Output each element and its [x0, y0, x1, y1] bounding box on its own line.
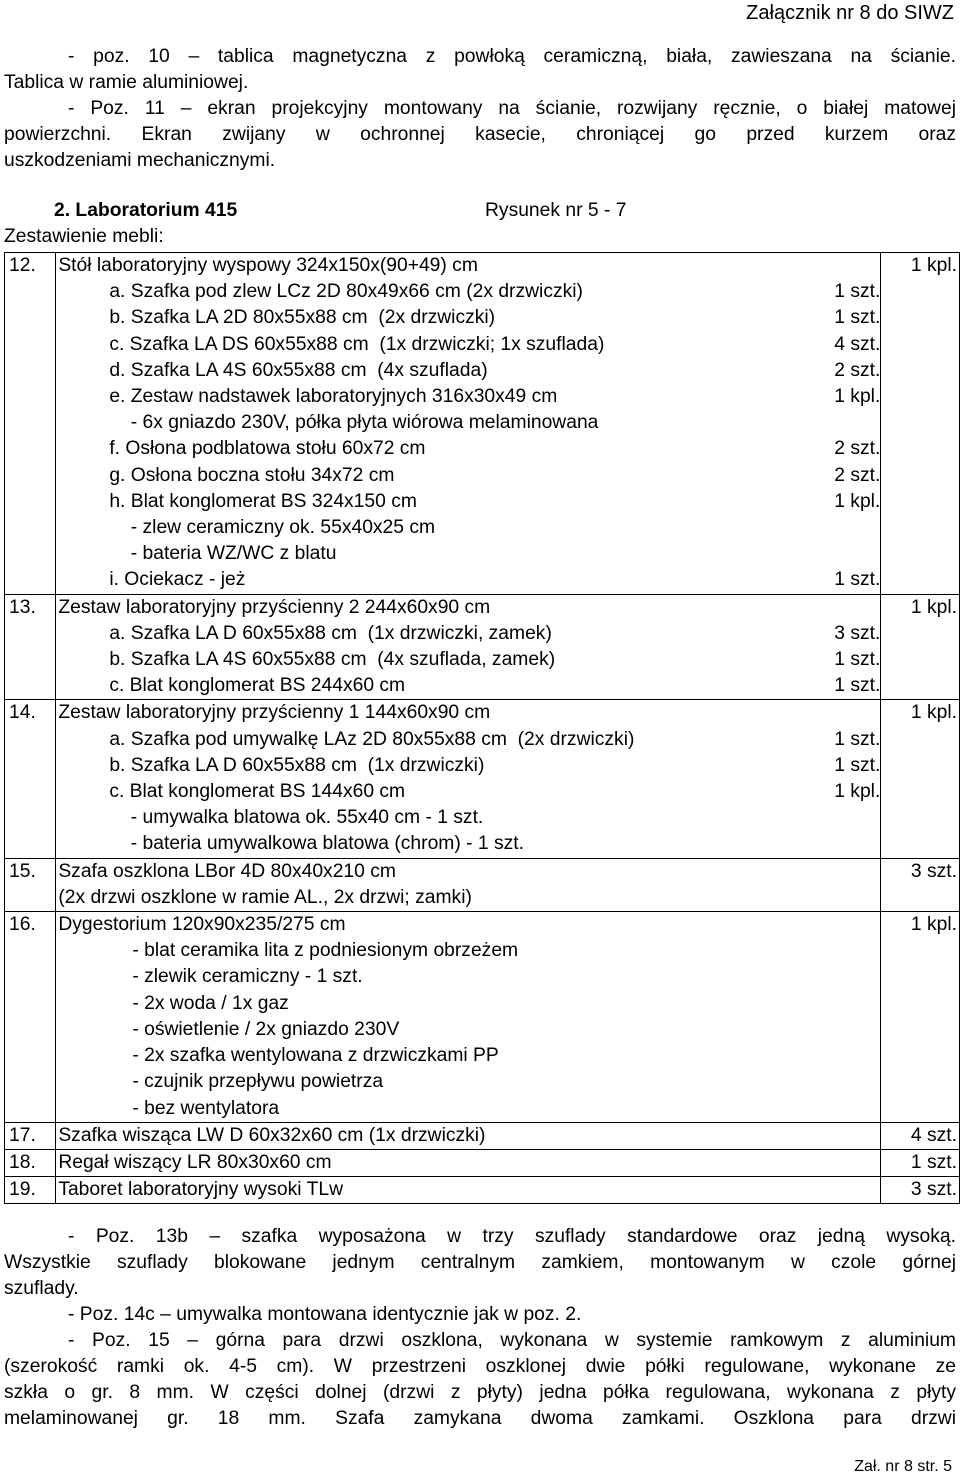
text-line: - Poz. 14c – umywalka montowana identycznie jak w poz. 2.: [68, 1304, 582, 1325]
sub-item-qty: 1 szt.: [834, 728, 881, 750]
item-title: Szafa oszklona LBor 4D 80x40x210 cm: [58, 860, 396, 882]
sub-item-qty: 1 szt.: [834, 754, 881, 776]
text-line: - Poz. 15 – górna para drzwi oszklona, wykonana w systemie ramkowym z aluminium: [68, 1330, 956, 1351]
item-description: [56, 1177, 881, 1204]
item-detail: - 2x woda / 1x gaz: [132, 992, 289, 1014]
item-title: Zestaw laboratoryjny przyścienny 2 244x60x90 cm: [58, 596, 491, 618]
section-title: 2. Laboratorium 415: [54, 200, 238, 221]
item-quantity: 3 szt.: [881, 858, 960, 911]
table-row: [5, 912, 960, 1123]
sub-item-qty: 2 szt.: [834, 359, 881, 381]
item-quantity: 1 kpl.: [881, 700, 960, 858]
sub-item-qty: [814, 541, 880, 567]
item-detail: - bez wentylatora: [132, 1097, 280, 1119]
text-line: Tablica w ramie aluminiowej.: [4, 72, 249, 93]
sub-item: [56, 567, 880, 593]
sub-item-qty: 1 kpl.: [834, 386, 881, 408]
item-description: [56, 594, 881, 700]
sub-item-qty: 1 kpl.: [834, 781, 881, 803]
sub-item: [56, 463, 880, 489]
sub-item: [56, 305, 880, 331]
sub-item-text: c. Blat konglomerat BS 244x60 cm: [109, 675, 406, 697]
item-title: Dygestorium 120x90x235/275 cm: [58, 914, 346, 936]
sub-item: [56, 489, 880, 515]
sub-item: [56, 621, 880, 647]
sub-item-qty: 1 szt.: [834, 675, 881, 697]
item-detail: - zlewik ceramiczny - 1 szt.: [132, 966, 363, 988]
sub-item-text: - zlew ceramiczny ok. 55x40x25 cm: [109, 517, 436, 539]
sub-item-qty: 2 szt.: [834, 464, 881, 486]
table-row: [5, 700, 960, 858]
sub-item-qty: 1 szt.: [834, 569, 881, 591]
text-line: (szerokość ramki ok. 4-5 cm). W przestrzeni oszklonej dwie półki regulowane, wykonane ze: [4, 1356, 956, 1377]
sub-item: [56, 831, 880, 857]
text-line: melaminowanej gr. 18 mm. Szafa zamykana dwoma zamkami. Oszklona para drzwi: [4, 1408, 956, 1429]
sub-item: [56, 358, 880, 384]
poz10-paragraph: [4, 44, 956, 96]
sub-item-text: d. Szafka LA 4S 60x55x88 cm (4x szuflada): [109, 359, 488, 381]
item-number: 13.: [5, 594, 56, 700]
item-number: 18.: [5, 1149, 56, 1176]
item-title: Szafka wisząca LW D 60x32x60 cm (1x drzwiczki): [58, 1124, 486, 1146]
item-description: [56, 253, 881, 595]
sub-item-qty: 1 szt.: [834, 281, 881, 303]
text-line: Wszystkie szuflady blokowane jednym centralnym zamkiem, montowanym w czole górnej: [4, 1252, 956, 1273]
poz11-paragraph: [4, 96, 956, 174]
sub-item: [56, 779, 880, 805]
item-title: Taboret laboratoryjny wysoki TLw: [58, 1179, 344, 1201]
sub-item: [56, 673, 880, 699]
text-line: - Poz. 13b – szafka wyposażona w trzy szuflady standardowe oraz jedną wysoką.: [68, 1226, 956, 1247]
sub-item-text: b. Szafka LA D 60x55x88 cm (1x drzwiczki): [109, 754, 485, 776]
sub-item-text: a. Szafka pod umywalkę LAz 2D 80x55x88 cm (2x drzwiczki): [109, 728, 635, 750]
drawing-reference: Rysunek nr 5 - 7: [485, 200, 627, 221]
sub-item-qty: [814, 515, 880, 541]
sub-item-qty: [814, 831, 880, 857]
item-detail: - 2x szafka wentylowana z drzwiczkami PP: [132, 1045, 499, 1067]
item-title: Stół laboratoryjny wyspowy 324x150x(90+49) cm: [58, 255, 478, 276]
sub-item-text: f. Osłona podblatowa stołu 60x72 cm: [109, 438, 426, 460]
furniture-table: [4, 252, 960, 1204]
item-extra: (2x drzwi oszklone w ramie AL., 2x drzwi; zamki): [58, 886, 472, 908]
sub-item: [56, 753, 880, 779]
sub-item-qty: 2 szt.: [834, 438, 881, 460]
text-line: szkła o gr. 8 mm. W części dolnej (drzwi z płyty) jedna półka regulowana, wykonana z płyty: [4, 1382, 956, 1403]
sub-item-qty: 1 szt.: [834, 307, 881, 329]
item-title: Regał wiszący LR 80x30x60 cm: [58, 1151, 332, 1173]
text-line: uszkodzeniami mechanicznymi.: [4, 150, 276, 171]
sub-item: [56, 384, 880, 410]
item-detail: - czujnik przepływu powietrza: [132, 1071, 384, 1093]
text-line: - Poz. 11 – ekran projekcyjny montowany na ścianie, rozwijany ręcznie, o białej matowej: [68, 98, 956, 119]
item-number: 12.: [5, 253, 56, 595]
sub-item-text: b. Szafka LA 4S 60x55x88 cm (4x szuflada, zamek): [109, 649, 556, 671]
poz13b-note: [4, 1224, 956, 1302]
sub-item: [56, 332, 880, 358]
text-line: - poz. 10 – tablica magnetyczna z powłoką ceramiczną, biała, zawieszana na ścianie.: [68, 46, 956, 67]
table-row: [5, 1177, 960, 1204]
sub-item-qty: 4 szt.: [834, 333, 881, 355]
item-number: 15.: [5, 858, 56, 911]
sub-item-text: - bateria umywalkowa blatowa (chrom) - 1 szt.: [109, 833, 524, 855]
table-row: [5, 1149, 960, 1176]
item-description: [56, 858, 881, 911]
sub-item-text: - bateria WZ/WC z blatu: [109, 543, 337, 565]
page-footer: Zał. nr 8 str. 5: [854, 1458, 952, 1475]
sub-item-text: - 6x gniazdo 230V, półka płyta wiórowa melaminowana: [109, 412, 599, 434]
sub-item-qty: [814, 410, 880, 436]
sub-item: [56, 279, 880, 305]
item-quantity: 4 szt.: [881, 1122, 960, 1149]
sub-item-text: g. Osłona boczna stołu 34x72 cm: [109, 464, 395, 486]
sub-item-text: c. Blat konglomerat BS 144x60 cm: [109, 781, 406, 803]
item-description: [56, 700, 881, 858]
text-line: powierzchni. Ekran zwijany w ochronnej kasecie, chroniącej go przed kurzem oraz: [4, 124, 956, 145]
sub-item-qty: 1 kpl.: [834, 490, 881, 512]
sub-item-qty: [814, 805, 880, 831]
sub-item-text: b. Szafka LA 2D 80x55x88 cm (2x drzwiczki): [109, 307, 496, 329]
sub-item-text: - umywalka blatowa ok. 55x40 cm - 1 szt.: [109, 807, 484, 829]
item-detail: - blat ceramika lita z podniesionym obrzeżem: [132, 940, 519, 962]
sub-item-text: c. Szafka LA DS 60x55x88 cm (1x drzwiczki; 1x szuflada): [109, 333, 605, 355]
item-description: [56, 1122, 881, 1149]
item-number: 14.: [5, 700, 56, 858]
item-detail: - oświetlenie / 2x gniazdo 230V: [132, 1018, 400, 1040]
table-row: [5, 594, 960, 700]
sub-item-text: e. Zestaw nadstawek laboratoryjnych 316x30x49 cm: [109, 386, 558, 408]
table-row: [5, 1122, 960, 1149]
sub-item: [56, 727, 880, 753]
sub-item: [56, 805, 880, 831]
annex-header: Załącznik nr 8 do SIWZ: [746, 2, 954, 24]
item-quantity: 1 kpl.: [881, 912, 960, 1123]
table-row: [5, 253, 960, 595]
text-line: szuflady.: [4, 1278, 79, 1299]
poz14c-note: [4, 1302, 956, 1328]
item-quantity: 1 kpl.: [881, 594, 960, 700]
sub-item-qty: 1 szt.: [834, 649, 881, 671]
sub-item-text: i. Ociekacz - jeż: [109, 569, 246, 591]
poz15-note: [4, 1328, 956, 1432]
section-subtitle: Zestawienie mebli:: [4, 226, 164, 247]
item-description: [56, 1149, 881, 1176]
sub-item-text: a. Szafka LA D 60x55x88 cm (1x drzwiczki, zamek): [109, 622, 552, 644]
item-quantity: 1 szt.: [881, 1149, 960, 1176]
sub-item: [56, 436, 880, 462]
sub-item: [56, 410, 880, 436]
sub-item: [56, 515, 880, 541]
item-quantity: 3 szt.: [881, 1177, 960, 1204]
item-number: 17.: [5, 1122, 56, 1149]
sub-item-text: a. Szafka pod zlew LCz 2D 80x49x66 cm (2x drzwiczki): [109, 281, 583, 303]
sub-item-text: h. Blat konglomerat BS 324x150 cm: [109, 490, 417, 512]
sub-item: [56, 647, 880, 673]
table-row: [5, 858, 960, 911]
item-number: 16.: [5, 912, 56, 1123]
item-description: [56, 912, 881, 1123]
sub-item-qty: 3 szt.: [834, 622, 881, 644]
sub-item: [56, 541, 880, 567]
item-title: Zestaw laboratoryjny przyścienny 1 144x60x90 cm: [58, 702, 491, 724]
item-quantity: 1 kpl.: [881, 253, 960, 595]
item-number: 19.: [5, 1177, 56, 1204]
